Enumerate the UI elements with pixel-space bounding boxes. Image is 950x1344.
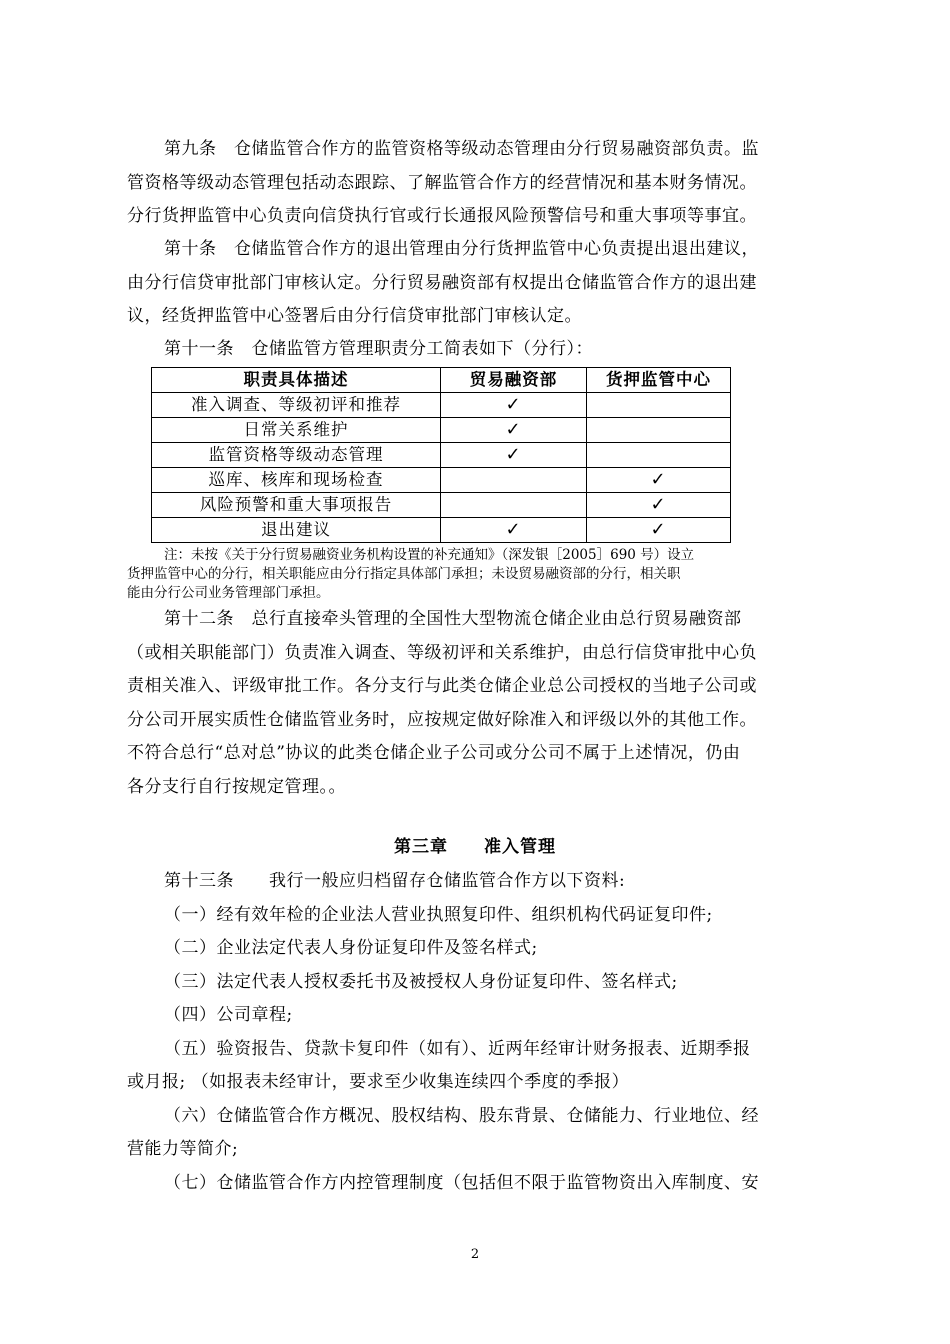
- article-11-intro: 第十一条 仓储监管方管理职责分工简表如下（分行）：: [164, 339, 593, 359]
- article-9: [127, 133, 823, 234]
- check-icon: ✓: [586, 468, 730, 493]
- article-12: [127, 603, 823, 804]
- check-icon: ✓: [586, 493, 730, 518]
- article-10-line: 第十条 仓储监管合作方的退出管理由分行货押监管中心负责提出退出建议，: [164, 239, 759, 259]
- check-icon: ✓: [441, 518, 587, 543]
- table-cell-description: 准入调查、等级初评和推荐: [152, 393, 441, 418]
- table-row: [152, 393, 731, 418]
- check-icon: [586, 393, 730, 418]
- article-12-line: （或相关职能部门）负责准入调查、等级初评和关系维护，由总行信贷审批中心负: [127, 642, 757, 663]
- list-item: （六）仓储监管合作方概况、股权结构、股东背景、仓储能力、行业地位、经: [164, 1105, 759, 1126]
- duty-table: [151, 367, 731, 543]
- check-icon: [441, 468, 587, 493]
- check-icon: ✓: [441, 393, 587, 418]
- article-12-line: 各分支行自行按规定管理。。: [127, 776, 346, 797]
- article-11: [127, 333, 823, 367]
- table-header-row: [152, 368, 731, 393]
- chapter-heading: 第三章 准入管理: [394, 837, 556, 857]
- table-cell-description: 巡库、核库和现场检查: [152, 468, 441, 493]
- article-12-line: 第十二条 总行直接牵头管理的全国性大型物流仓储企业由总行贸易融资部: [164, 609, 742, 629]
- article-10-line: 议，经货押监管中心签署后由分行信贷审批部门审核认定。: [127, 306, 582, 326]
- table-header-description: 职责具体描述: [152, 368, 441, 393]
- list-item: （四）公司章程;: [164, 1005, 293, 1025]
- check-icon: ✓: [586, 518, 730, 543]
- page-number: 2: [470, 1247, 480, 1262]
- table-cell-description: 风险预警和重大事项报告: [152, 493, 441, 518]
- table-row: [152, 518, 731, 543]
- article-12-line: 不符合总行“总对总”协议的此类仓储企业子公司或分公司不属于上述情况，仍由: [127, 743, 741, 763]
- article-9-line: 分行货押监管中心负责向信贷执行官或行长通报风险预警信号和重大事项等事宜。: [127, 206, 757, 226]
- note-line: 能由分行公司业务管理部门承担。: [127, 585, 330, 601]
- check-icon: ✓: [441, 418, 587, 443]
- table-row: [152, 443, 731, 468]
- article-13: [127, 865, 823, 1200]
- table-row: [152, 468, 731, 493]
- note-line: 货押监管中心的分行，相关职能应由分行指定具体部门承担；未设贸易融资部的分行，相关职: [127, 566, 681, 582]
- table-cell-description: 监管资格等级动态管理: [152, 443, 441, 468]
- check-icon: [586, 418, 730, 443]
- table-note: [127, 546, 823, 603]
- article-9-line: 管资格等级动态管理包括动态跟踪、了解监管合作方的经营情况和基本财务情况。: [127, 172, 757, 193]
- check-icon: ✓: [441, 443, 587, 468]
- article-13-intro: 第十三条 我行一般应归档留存仓储监管合作方以下资料:: [164, 871, 626, 891]
- list-item: （七）仓储监管合作方内控管理制度（包括但不限于监管物资出入库制度、安: [164, 1172, 759, 1193]
- table-row: [152, 418, 731, 443]
- list-item: （五）验资报告、贷款卡复印件（如有）、近两年经审计财务报表、近期季报: [164, 1038, 751, 1059]
- table-cell-description: 日常关系维护: [152, 418, 441, 443]
- note-line: 注：未按《关于分行贸易融资业务机构设置的补充通知》（深发银［2005］690 号）设立: [164, 547, 695, 563]
- article-10-line: 由分行信贷审批部门审核认定。分行贸易融资部有权提出仓储监管合作方的退出建: [127, 272, 757, 293]
- table-cell-description: 退出建议: [152, 518, 441, 543]
- list-item: （二）企业法定代表人身份证复印件及签名样式;: [164, 938, 538, 958]
- table-header-custody-center: 货押监管中心: [586, 368, 730, 393]
- list-item: （三）法定代表人授权委托书及被授权人身份证复印件、签名样式;: [164, 971, 678, 992]
- article-9-line: 第九条 仓储监管合作方的监管资格等级动态管理由分行贸易融资部负责。监: [164, 139, 759, 159]
- table-row: [152, 493, 731, 518]
- article-12-line: 责相关准入、评级审批工作。各分支行与此类仓储企业总公司授权的当地子公司或: [127, 676, 757, 696]
- article-10: [127, 233, 823, 334]
- article-12-line: 分公司开展实质性仓储监管业务时，应按规定做好除准入和评级以外的其他工作。: [127, 709, 757, 730]
- list-item: （一）经有效年检的企业法人营业执照复印件、组织机构代码证复印件;: [164, 904, 713, 925]
- list-item-continuation: 营能力等简介;: [127, 1139, 239, 1159]
- list-item-continuation: 或月报; （如报表未经审计，要求至少收集连续四个季度的季报）: [127, 1072, 630, 1092]
- check-icon: [441, 493, 587, 518]
- check-icon: [586, 443, 730, 468]
- table-header-trade-finance: 贸易融资部: [441, 368, 587, 393]
